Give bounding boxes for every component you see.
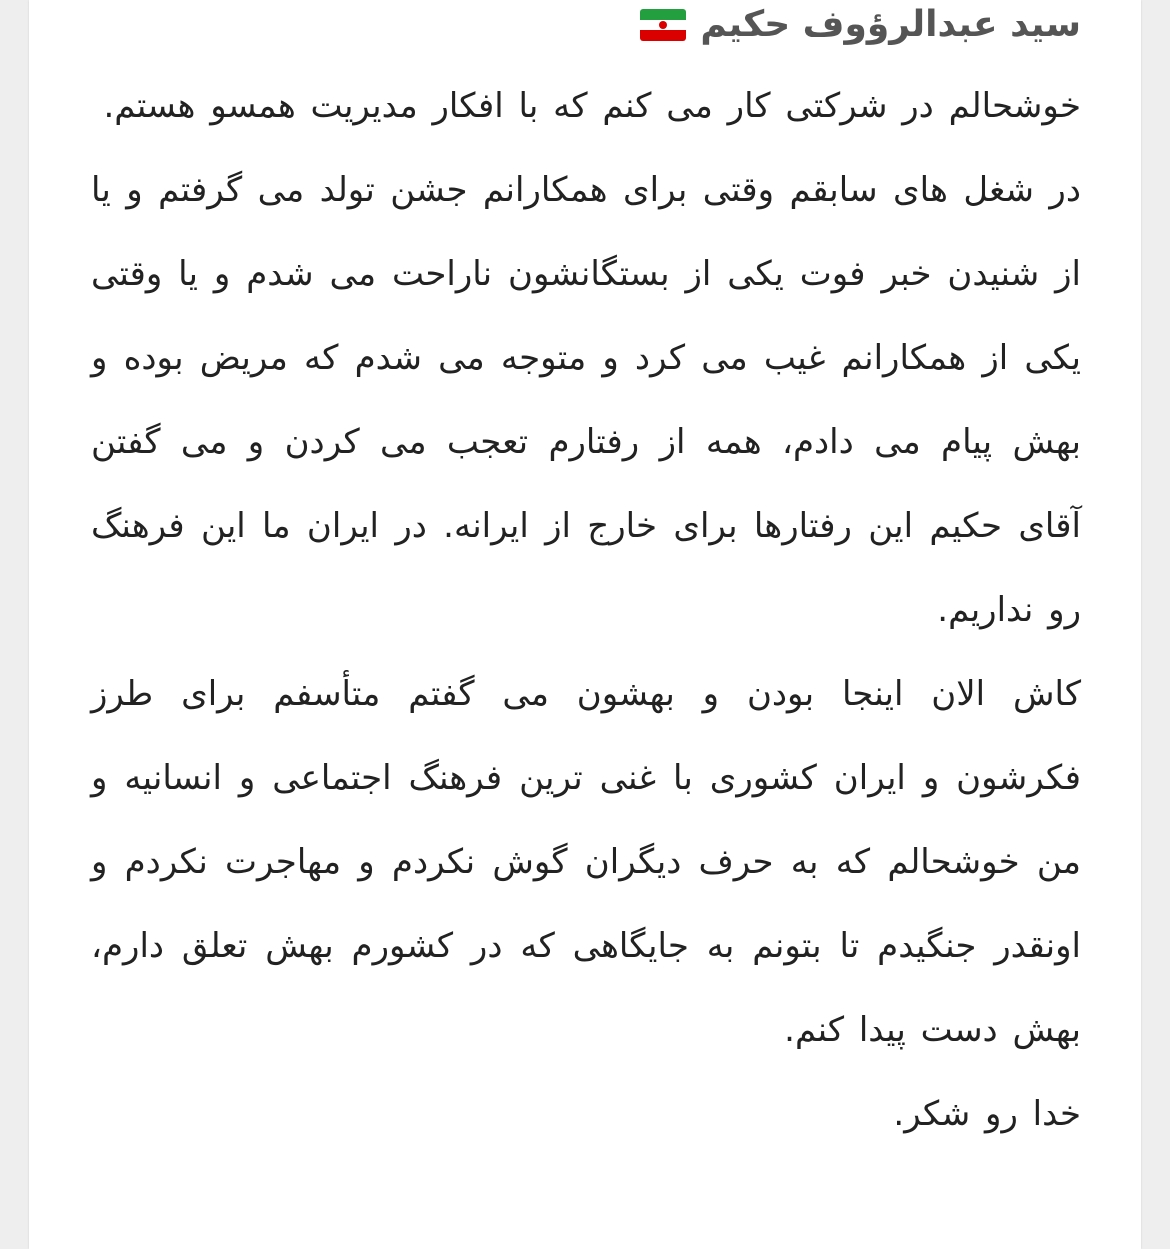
post-paragraph: در شغل های سابقم وقتی برای همکارانم جشن تولد می گرفتم و یا از شنیدن خبر فوت یکی از بستگانشون ناراحت می شدم و یا وقتی یکی از همکارانم غیب می کرد و متوجه می شدم که مریض بوده و بهش پیام می دادم، همه از رفتارم تعجب می کردن و می گفتن آقای حکیم این رفتارها برای خارج از ایرانه. در ایران ما این فرهنگ رو نداریم. — [91, 170, 1081, 630]
post-paragraph: خوشحالم در شرکتی کار می کنم که با افکار مدیریت همسو هستم. — [103, 86, 1081, 126]
post-card — [29, 0, 1141, 1249]
post-content — [91, 0, 1081, 1156]
iran-flag-icon — [640, 9, 686, 41]
post-header — [91, 0, 1081, 50]
post-paragraph: کاش الان اینجا بودن و بهشون می گفتم متأسفم برای طرز فکرشون و ایران کشوری با غنی ترین فرهنگ اجتماعی و انسانیه و من خوشحالم که به حرف دیگران گوش نکردم و مهاجرت نکردم و اونقدر جنگیدم تا بتونم به جایگاهی که در کشورم بهش تعلق دارم، بهش دست پیدا کنم. — [91, 674, 1081, 1050]
post-paragraph: خدا رو شکر. — [893, 1094, 1081, 1134]
author-name[interactable]: سید عبدالرؤوف حکیم — [700, 4, 1081, 45]
